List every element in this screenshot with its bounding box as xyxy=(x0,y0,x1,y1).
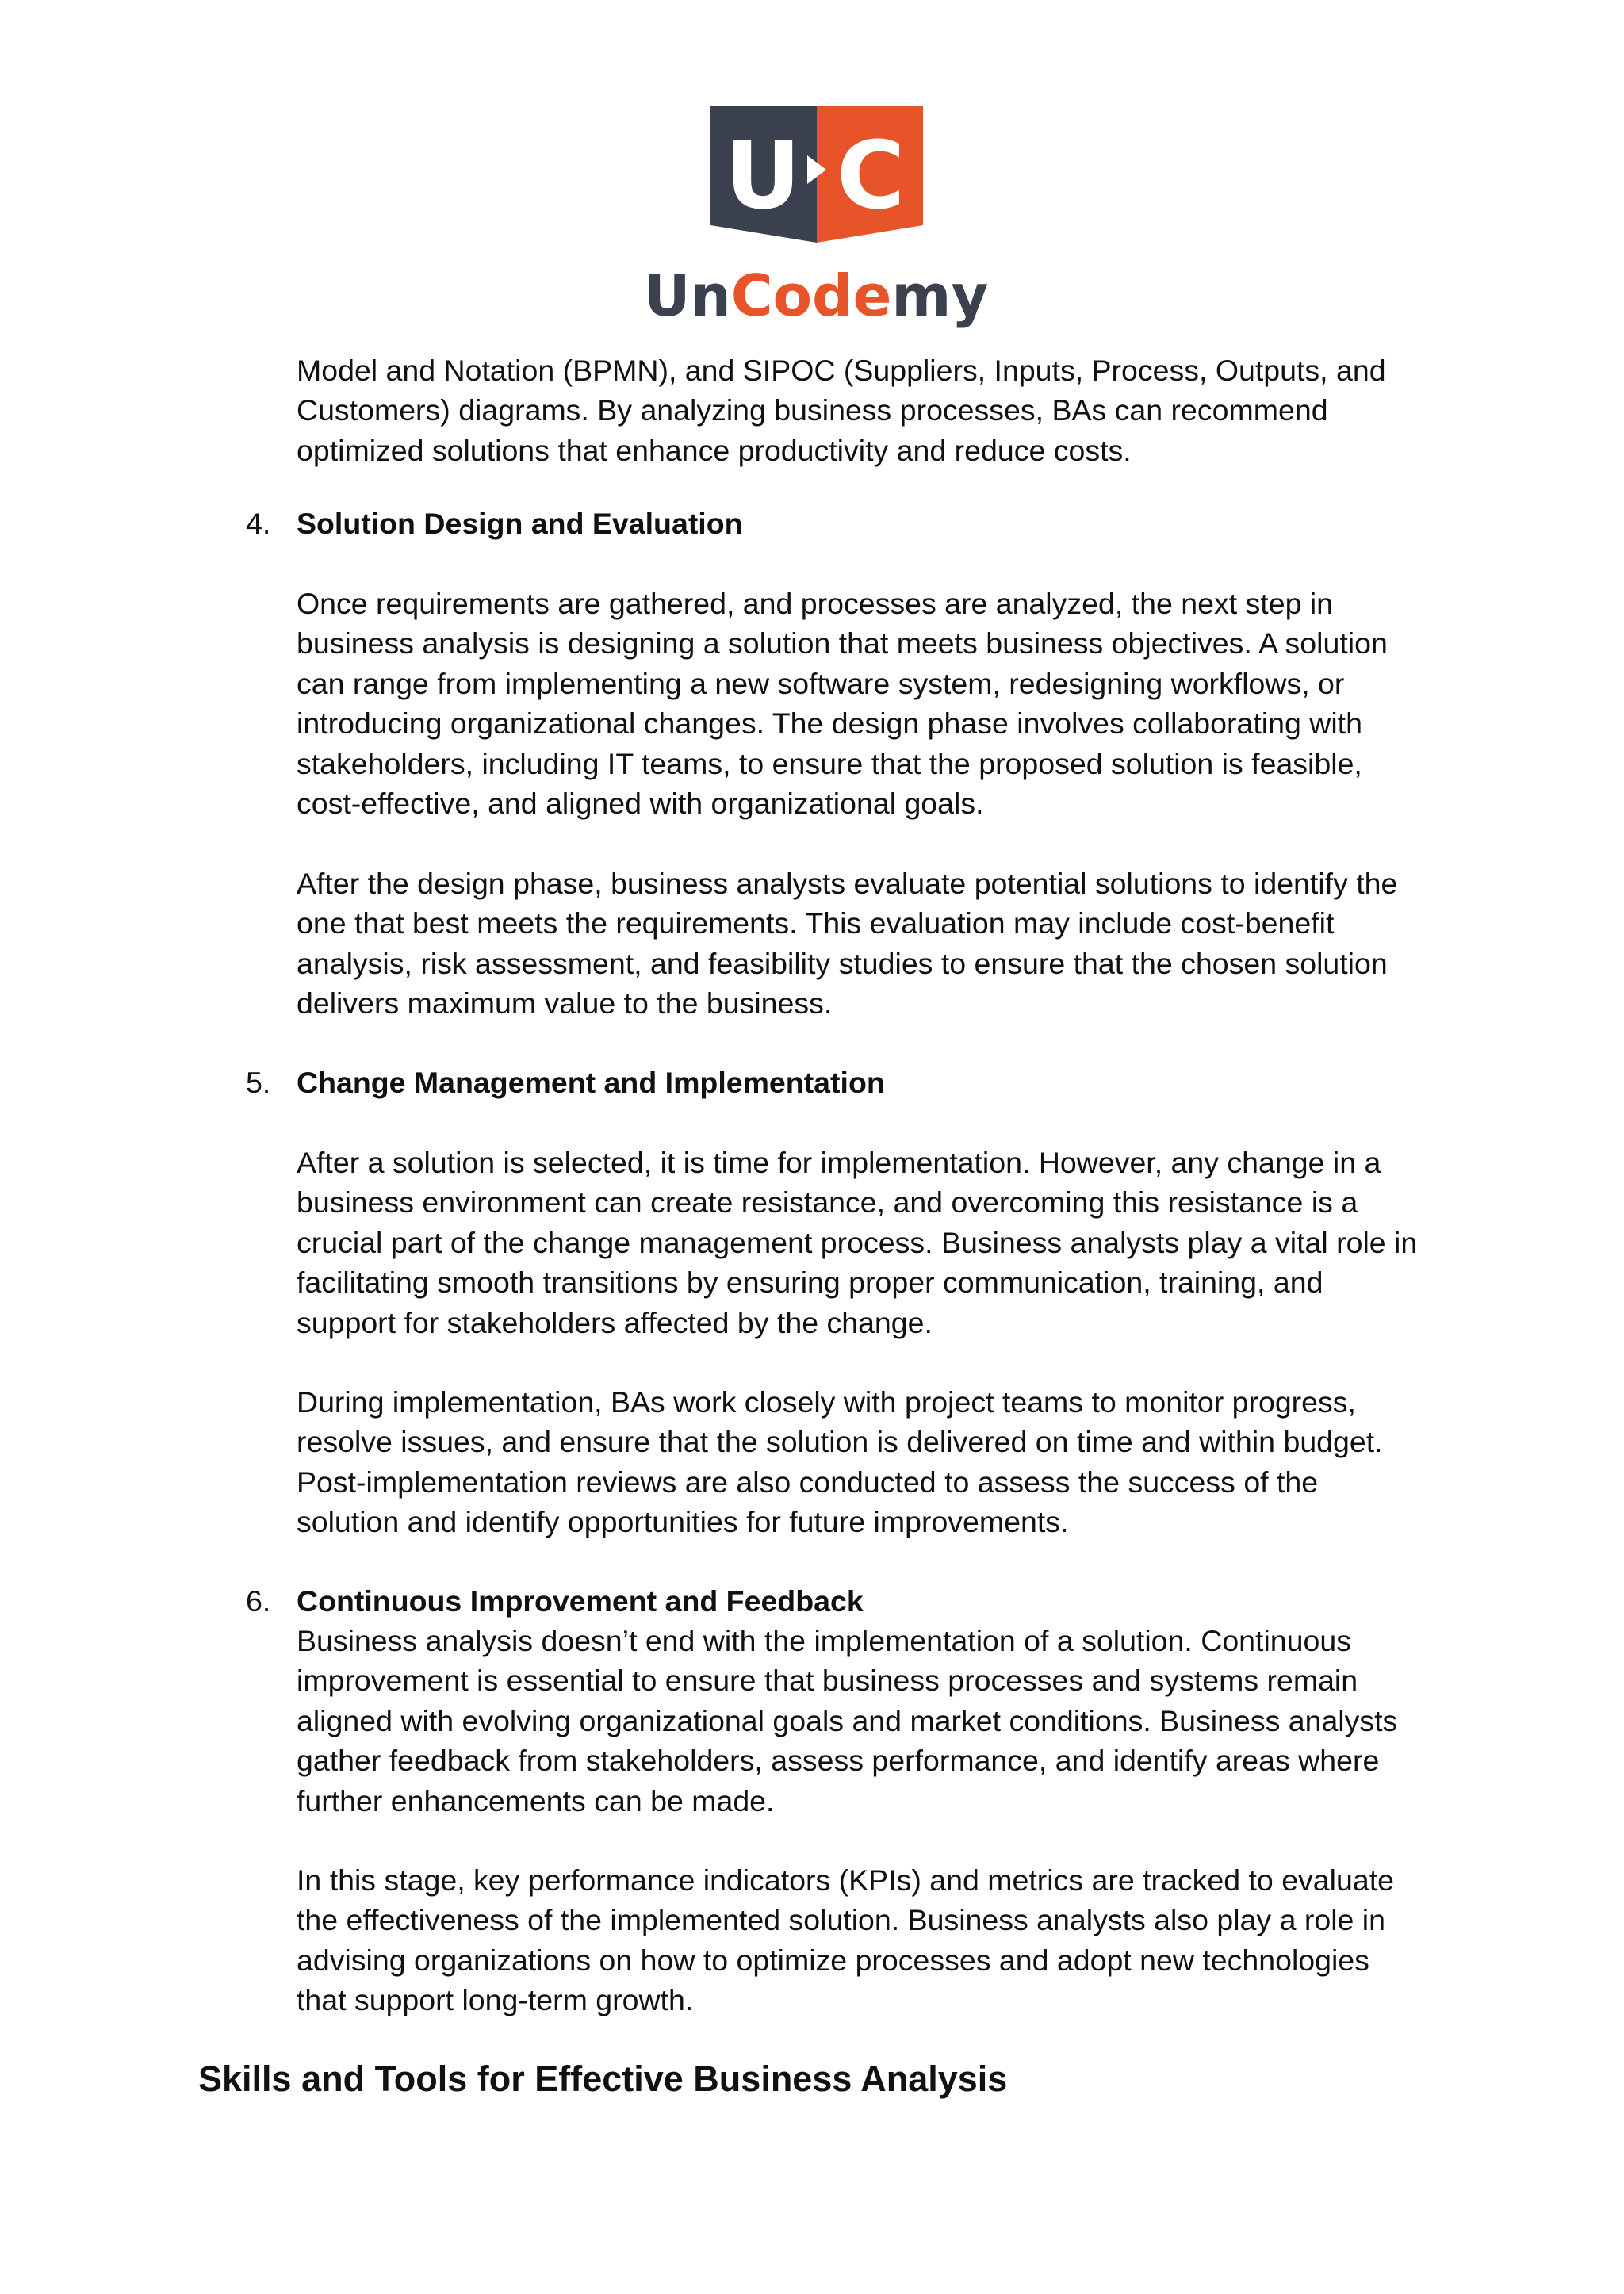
body-paragraph xyxy=(297,1382,1446,1542)
logo-letter-c: C xyxy=(836,121,906,230)
section-heading: Skills and Tools for Effective Business Analysis xyxy=(198,2058,1008,2099)
text-line: After the design phase, business analysts evaluate potential solutions to identify the xyxy=(297,867,1398,900)
text-line: optimized solutions that enhance productivity and reduce costs. xyxy=(297,433,1132,467)
text-line: delivers maximum value to the business. xyxy=(297,986,833,1021)
text-line: business environment can create resistance, and overcoming this resistance is a xyxy=(297,1185,1358,1220)
wordmark-code: Code xyxy=(730,262,892,329)
text-line: introducing organizational changes. The design phase involves collaborating with xyxy=(297,707,1362,741)
body-paragraph xyxy=(297,584,1446,823)
text-line: Customers) diagrams. By analyzing business processes, BAs can recommend xyxy=(297,393,1328,427)
body-paragraph xyxy=(297,1860,1446,2020)
list-number: 6. xyxy=(246,1584,271,1618)
text-line: support for stakeholders affected by the change. xyxy=(297,1305,933,1339)
text-line: that support long-term growth. xyxy=(297,1983,694,2017)
text-line: facilitating smooth transitions by ensuring proper communication, training, and xyxy=(297,1266,1323,1300)
text-line: one that best meets the requirements. This evaluation may include cost-benefit xyxy=(297,906,1335,940)
item-heading: Solution Design and Evaluation xyxy=(297,507,743,540)
list-number: 5. xyxy=(246,1066,271,1099)
text-line: Model and Notation (BPMN), and SIPOC (Suppliers, Inputs, Process, Outputs, and xyxy=(297,354,1386,387)
item-heading: Continuous Improvement and Feedback xyxy=(297,1584,864,1618)
text-line: Once requirements are gathered, and processes are analyzed, the next step in xyxy=(297,587,1334,620)
text-line: business analysis is designing a solution that meets business objectives. A solution xyxy=(297,626,1388,661)
text-line: analysis, risk assessment, and feasibility studies to ensure that the chosen solution xyxy=(297,946,1388,980)
body-paragraph xyxy=(297,864,1446,1024)
text-line: Business analysis doesn’t end with the implementation of a solution. Continuous xyxy=(297,1624,1351,1657)
intro-paragraph xyxy=(297,350,1446,470)
text-line: can range from implementing a new software system, redesigning workflows, or xyxy=(297,666,1345,700)
wordmark-my: my xyxy=(891,262,989,329)
text-line: advising organizations on how to optimize processes and adopt new technologies xyxy=(297,1943,1369,1977)
logo-letter-u: U xyxy=(725,121,801,230)
text-line: cost-effective, and aligned with organizational goals. xyxy=(297,787,984,821)
text-line: In this stage, key performance indicators (KPIs) and metrics are tracked to evaluate xyxy=(297,1863,1394,1897)
text-line: aligned with evolving organizational goals and market conditions. Business analysts xyxy=(297,1703,1398,1737)
text-line: gather feedback from stakeholders, assess performance, and identify areas where xyxy=(297,1744,1380,1778)
uncodemy-wordmark xyxy=(644,262,989,329)
text-line: stakeholders, including IT teams, to ensure that the proposed solution is feasible, xyxy=(297,746,1362,780)
item-heading: Change Management and Implementation xyxy=(297,1066,885,1099)
text-line: Post-implementation reviews are also conducted to assess the success of the xyxy=(297,1465,1319,1499)
uncodemy-logo-mark xyxy=(710,106,923,249)
uncodemy-logo xyxy=(644,106,989,329)
text-line: During implementation, BAs work closely with project teams to monitor progress, xyxy=(297,1385,1356,1419)
wordmark-un: Un xyxy=(644,262,731,329)
text-line: resolve issues, and ensure that the solution is delivered on time and within budget. xyxy=(297,1425,1383,1459)
text-line: the effectiveness of the implemented solution. Business analysts also play a role in xyxy=(297,1903,1385,1937)
text-line: improvement is essential to ensure that business processes and systems remain xyxy=(297,1664,1358,1698)
text-line: further enhancements can be made. xyxy=(297,1783,775,1817)
text-line: crucial part of the change management process. Business analysts play a vital role in xyxy=(297,1225,1418,1259)
text-line: After a solution is selected, it is time for implementation. However, any change in a xyxy=(297,1146,1381,1179)
text-line: solution and identify opportunities for future improvements. xyxy=(297,1505,1069,1539)
list-number: 4. xyxy=(246,507,271,540)
body-paragraph xyxy=(297,1621,1446,1821)
body-paragraph xyxy=(297,1143,1446,1342)
